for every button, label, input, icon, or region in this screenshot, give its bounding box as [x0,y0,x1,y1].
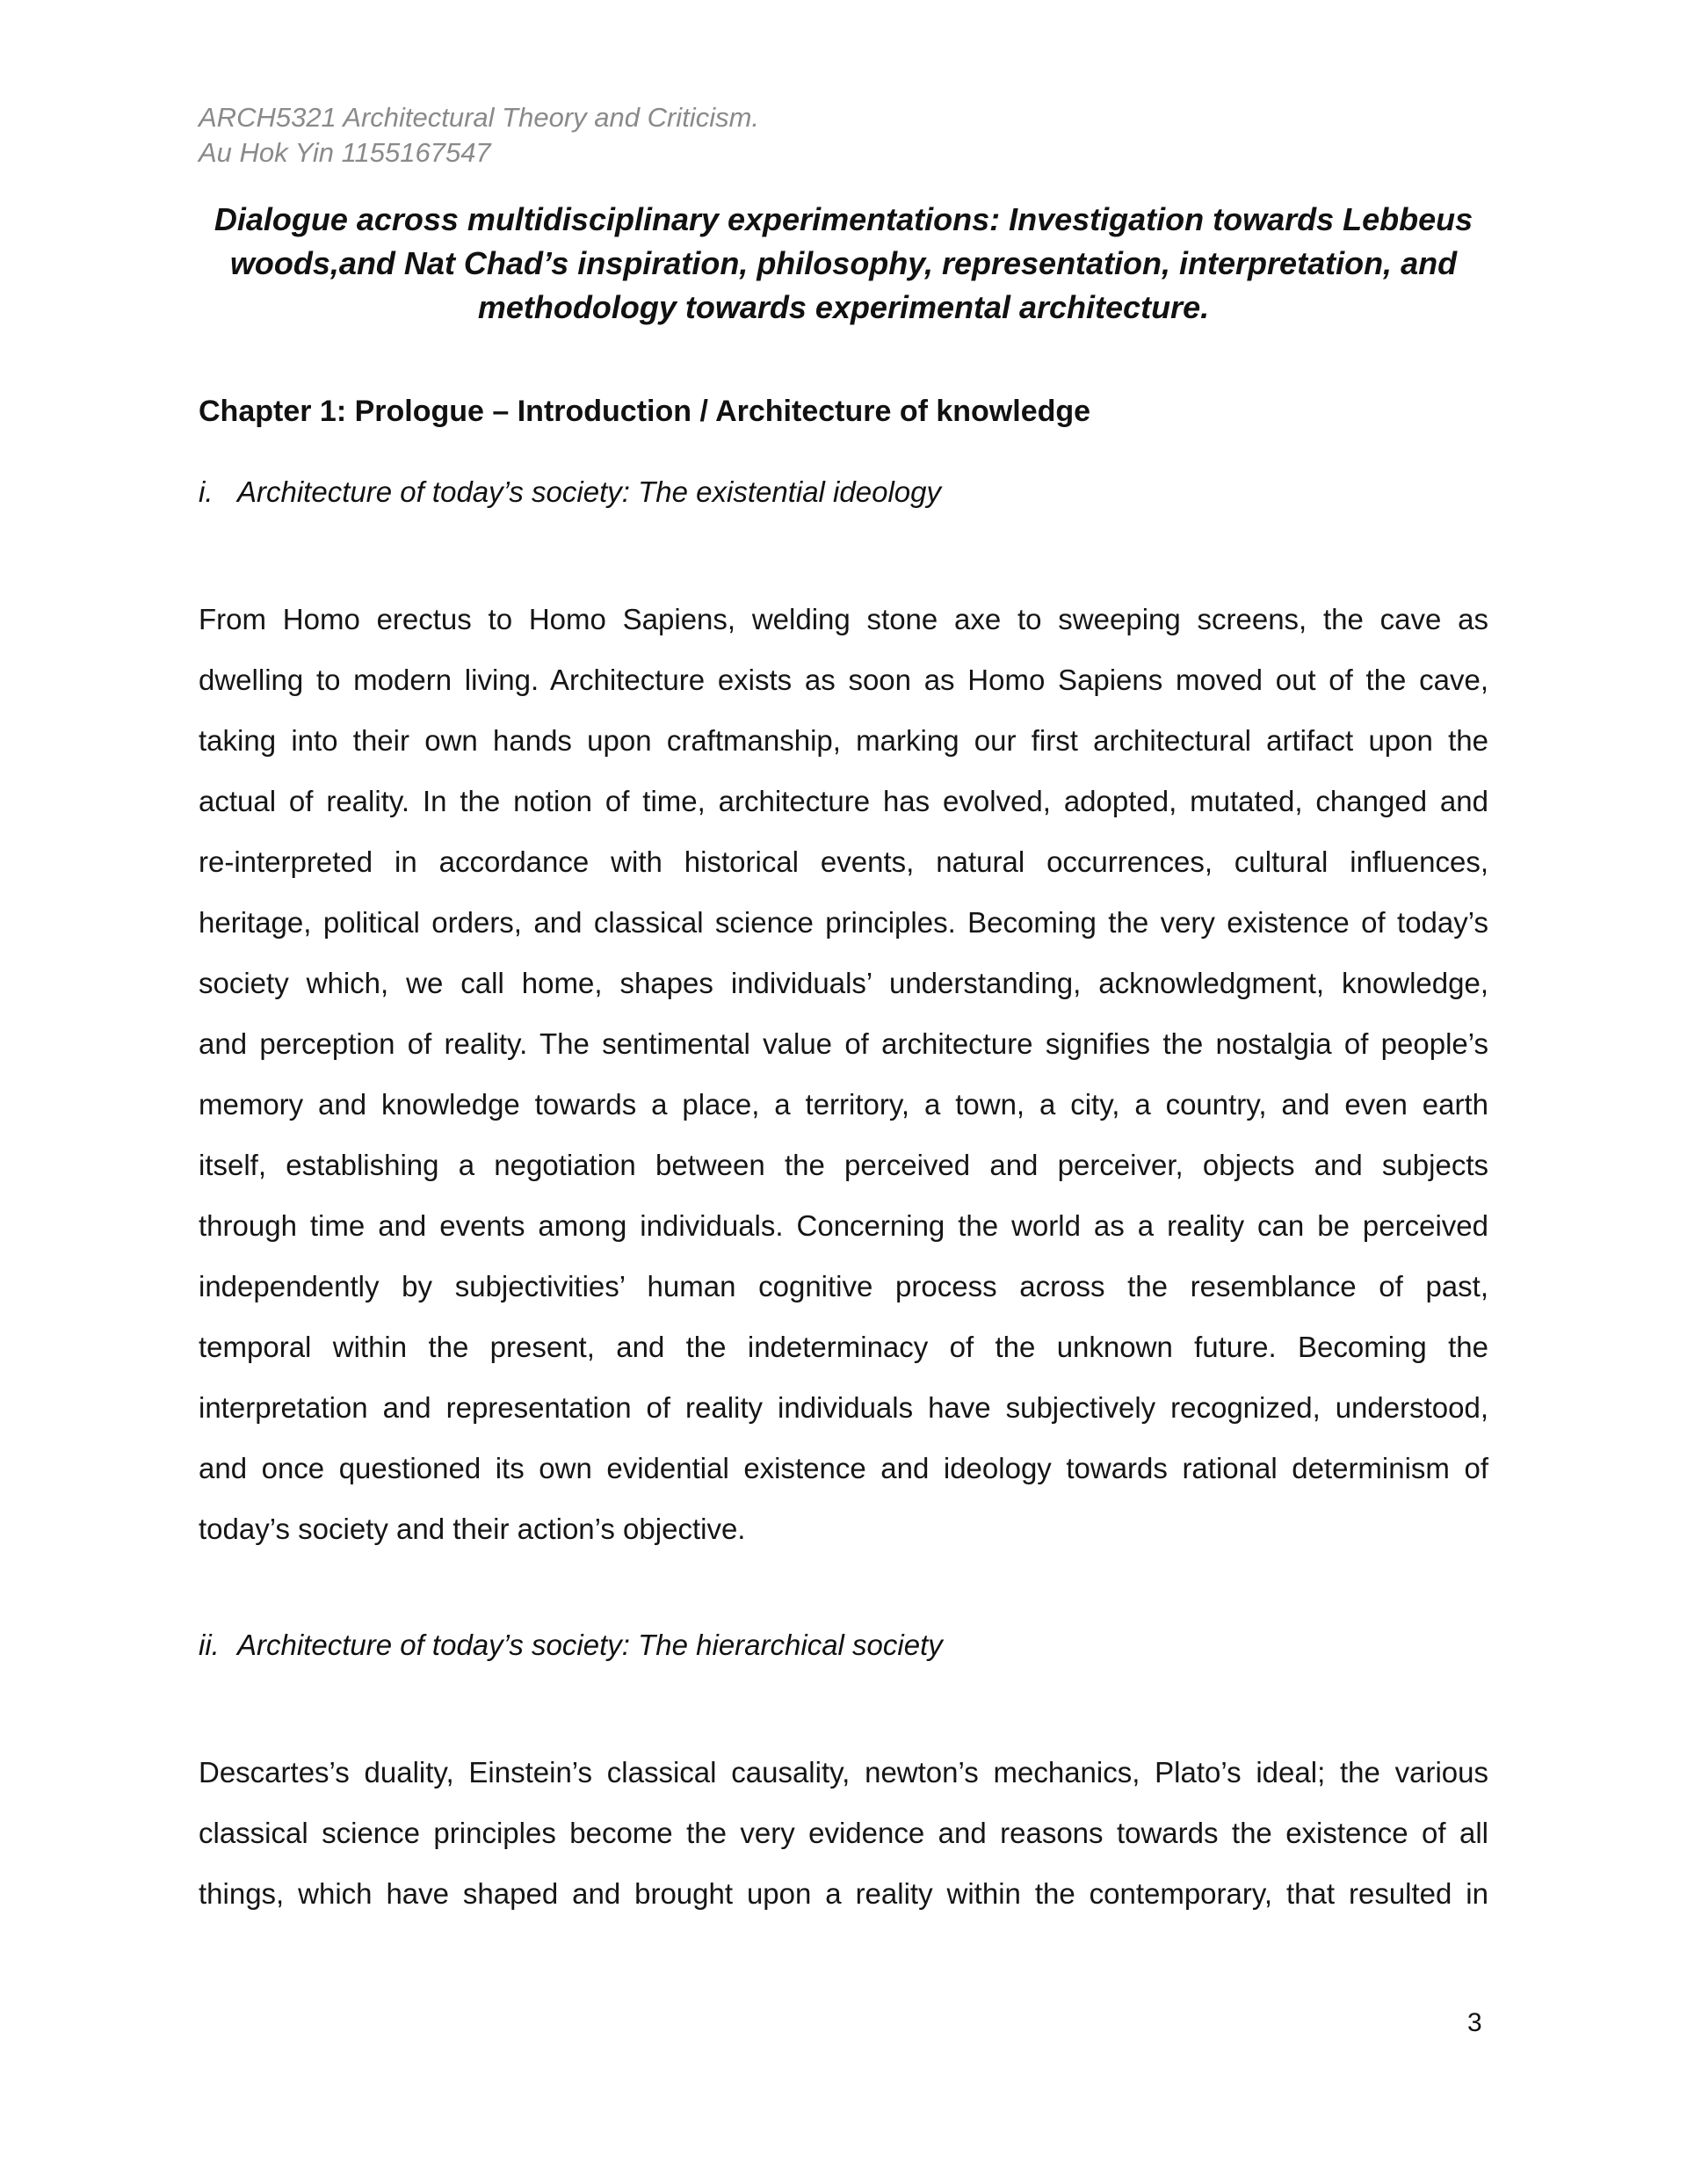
paragraph-line: and perception of reality. The sentimental value of architecture signifies the nostalgia of people’s [199,1027,1488,1060]
chapter-heading: Chapter 1: Prologue – Introduction / Architecture of knowledge [199,395,1091,428]
paragraph-line: heritage, political orders, and classical science principles. Becoming the very existence of today’s [199,906,1488,939]
section-number: i. [199,475,214,508]
body-paragraph [199,1742,1488,1924]
section-title: Architecture of today’s society: The hierarchical society [237,1629,943,1661]
title-line-1: Dialogue across multidisciplinary experimentations: Investigation towards Lebbeus [214,201,1473,237]
paragraph-line: dwelling to modern living. Architecture exists as soon as Homo Sapiens moved out of the cave, [199,664,1488,696]
document-title [199,198,1488,330]
section-number: ii. [199,1629,220,1661]
body-paragraph [199,589,1488,1559]
paragraph-line: temporal within the present, and the indeterminacy of the unknown future. Becoming the [199,1331,1488,1363]
author-line: Au Hok Yin 1155167547 [199,137,491,168]
running-header [199,100,759,171]
paragraph-line: today’s society and their action’s objective. [199,1513,746,1545]
title-line-2: woods,and Nat Chad’s inspiration, philosophy, representation, interpretation, and [229,245,1458,281]
course-title: ARCH5321 Architectural Theory and Criticism. [199,102,760,133]
page-number: 3 [1467,2008,1482,2037]
paragraph-line: re-interpreted in accordance with historical events, natural occurrences, cultural influences, [199,845,1488,878]
paragraph-line: independently by subjectivities’ human cognitive process across the resemblance of past, [199,1270,1488,1302]
section-heading [199,1626,943,1665]
paragraph-line: itself, establishing a negotiation between the perceived and perceiver, objects and subjects [199,1149,1488,1181]
title-line-3: methodology towards experimental architecture. [477,289,1210,325]
paragraph-line: and once questioned its own evidential existence and ideology towards rational determinism of [199,1452,1488,1484]
paragraph-line: things, which have shaped and brought upon a reality within the contemporary, that resulted in [199,1877,1488,1910]
paragraph-line: interpretation and representation of reality individuals have subjectively recognized, understood, [199,1391,1488,1424]
paragraph-line: memory and knowledge towards a place, a territory, a town, a city, a country, and even earth [199,1088,1488,1121]
paragraph-line: Descartes’s duality, Einstein’s classical causality, newton’s mechanics, Plato’s ideal; the various [199,1756,1488,1789]
paragraph-line: through time and events among individuals. Concerning the world as a reality can be perceived [199,1209,1488,1242]
section-heading [199,473,941,512]
section-title: Architecture of today’s society: The existential ideology [237,475,941,508]
paragraph-line: taking into their own hands upon craftmanship, marking our first architectural artifact upon the [199,724,1488,757]
paragraph-line: classical science principles become the very evidence and reasons towards the existence of all [199,1817,1488,1849]
paragraph-line: society which, we call home, shapes individuals’ understanding, acknowledgment, knowledge, [199,967,1488,999]
paragraph-line: actual of reality. In the notion of time, architecture has evolved, adopted, mutated, changed and [199,785,1488,817]
paragraph-line: From Homo erectus to Homo Sapiens, welding stone axe to sweeping screens, the cave as [199,603,1488,635]
